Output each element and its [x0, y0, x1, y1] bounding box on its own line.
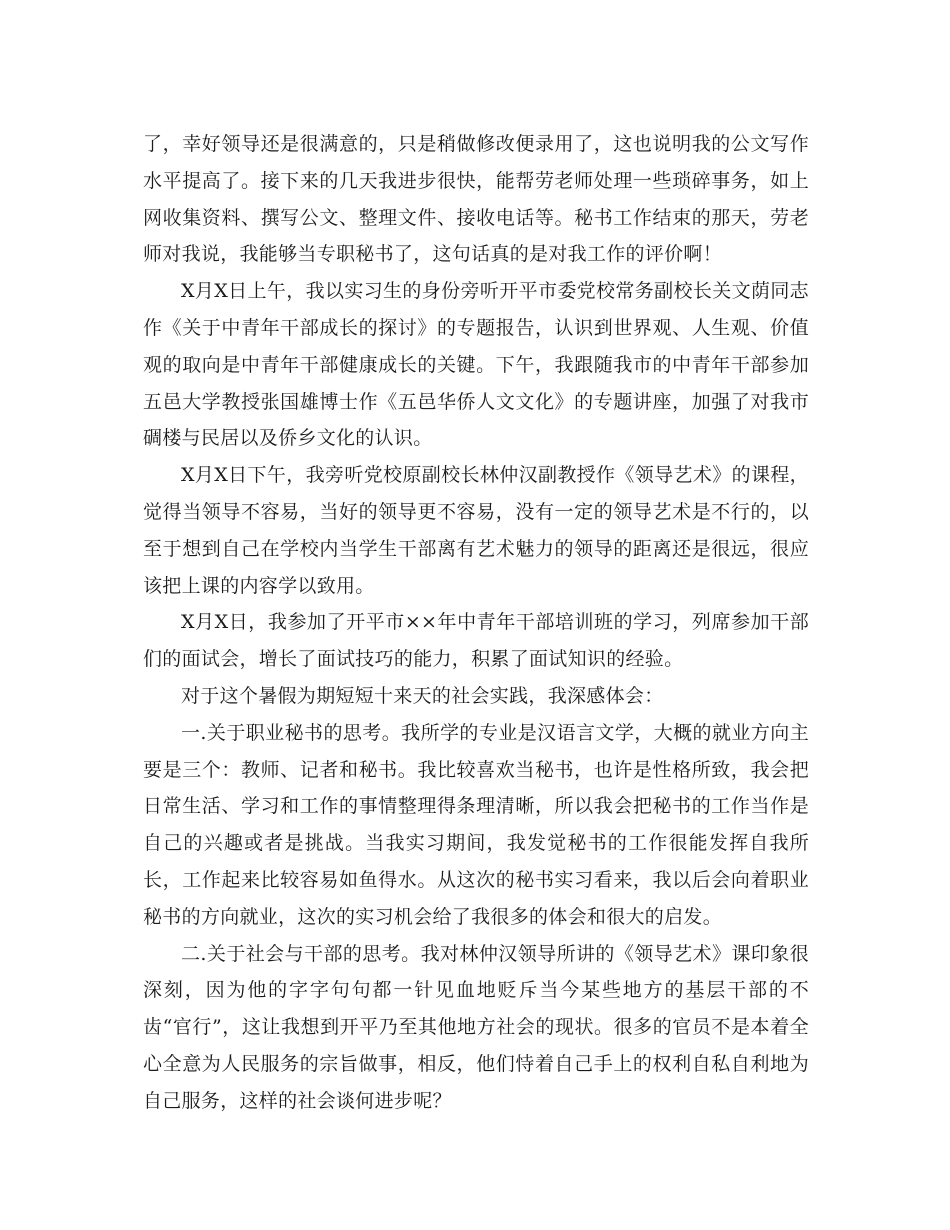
paragraph-society-thoughts: 二.关于社会与干部的思考。我对林仲汉领导所讲的《领导艺术》课印象很深刻，因为他的字字句句都一针见血地贬斥当今某些地方的基层干部的不齿“官行”，这让我想到开平乃至其他地方社会的现状。很多的官员不是本着全心全意为人民服务的宗旨做事，相反，他们恃着自己手上的权利自私自利地为自己服务，这样的社会谈何进步呢？	[143, 942, 809, 1112]
paragraph-cadre-training: X月X日，我参加了开平市××年中青年干部培训班的学习，列席参加干部们的面试会，增长了面试技巧的能力，积累了面试知识的经验。	[143, 611, 809, 671]
paragraph-secretary-thoughts: 一.关于职业秘书的思考。我所学的专业是汉语言文学，大概的就业方向主要是三个：教师、记者和秘书。我比较喜欢当秘书，也许是性格所致，我会把日常生活、学习和工作的事情整理得条理清晰，所以我会把秘书的工作当作是自己的兴趣或者是挑战。当我实习期间，我发觉秘书的工作很能发挥自我所长，工作起来比较容易如鱼得水。从这次的秘书实习看来，我以后会向着职业秘书的方向就业，这次的实习机会给了我很多的体会和很大的启发。	[143, 721, 809, 928]
paragraph-reflection-intro: 对于这个暑假为期短短十来天的社会实践，我深感体会：	[181, 684, 664, 707]
paragraph-party-school-report: X月X日上午，我以实习生的身份旁听开平市委党校常务副校长关文荫同志作《关于中青年干部成长的探讨》的专题报告，认识到世界观、人生观、价值观的取向是中青年干部健康成长的关键。下午，我跟随我市的中青年干部参加五邑大学教授张国雄博士作《五邑华侨人文文化》的专题讲座，加强了对我市碉楼与民居以及侨乡文化的认识。	[143, 280, 809, 450]
paragraph-leadership-course: X月X日下午，我旁听党校原副校长林仲汉副教授作《领导艺术》的课程，觉得当领导不容易，当好的领导更不容易，没有一定的领导艺术是不行的，以至于想到自己在学校内当学生干部离有艺术魅力的领导的距离还是很远，很应该把上课的内容学以致用。	[143, 464, 809, 597]
document-body	[143, 126, 809, 1120]
paragraph-continuation: 了，幸好领导还是很满意的，只是稍做修改便录用了，这也说明我的公文写作水平提高了。接下来的几天我进步很快，能帮劳老师处理一些琐碎事务，如上网收集资料、撰写公文、整理文件、接收电话等。秘书工作结束的那天，劳老师对我说，我能够当专职秘书了，这句话真的是对我工作的评价啊！	[143, 133, 809, 266]
